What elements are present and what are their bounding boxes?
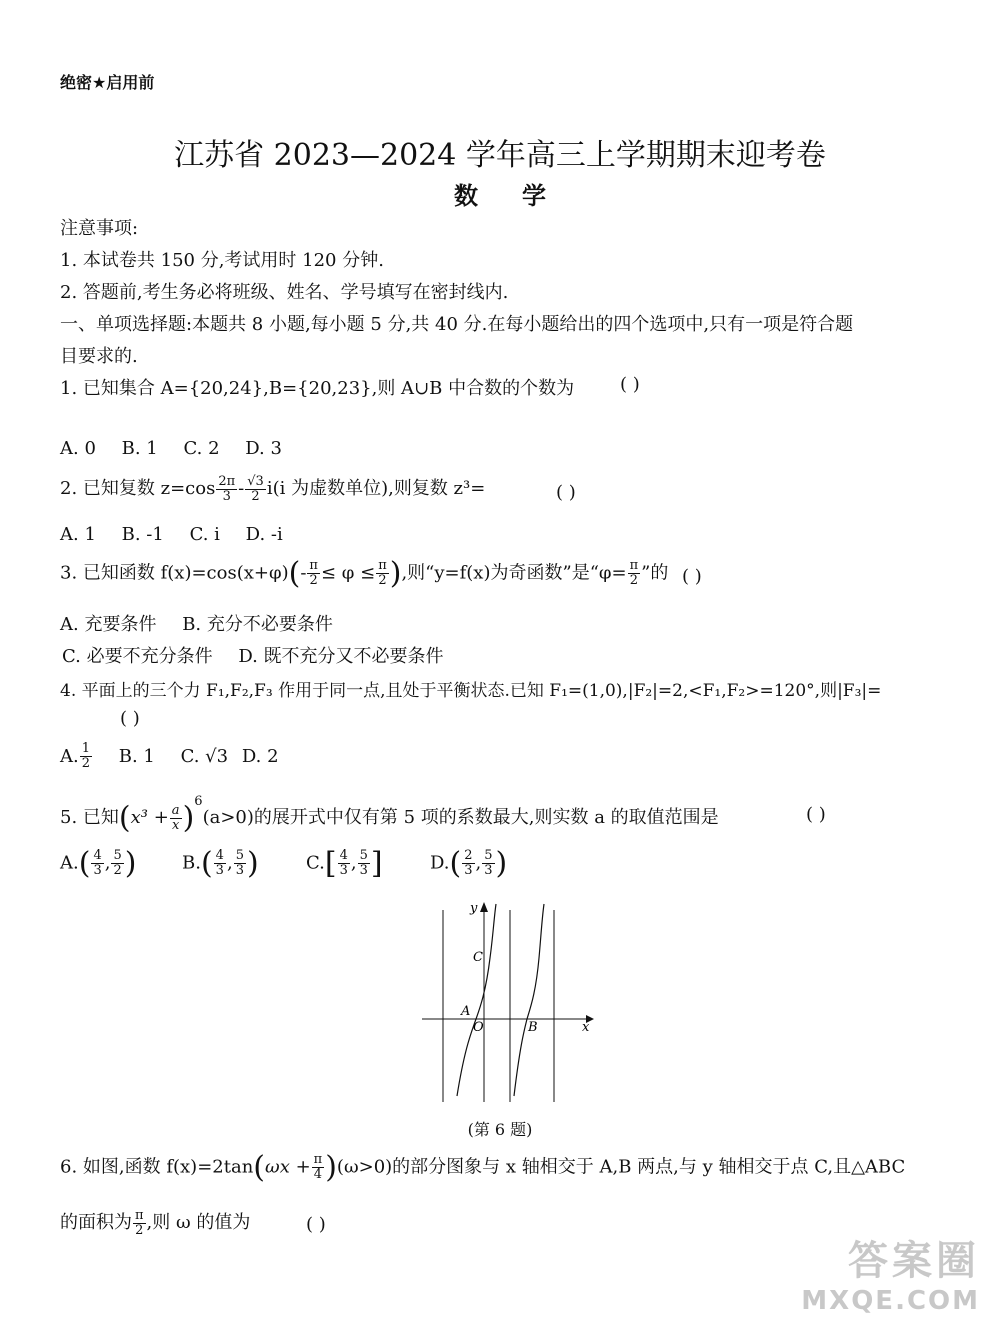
q3-ineq: ≤ φ ≤ — [320, 562, 376, 584]
exponent: 6 — [194, 794, 203, 809]
question-5-stem — [60, 794, 719, 836]
q5-prefix: 5. 已知 — [60, 807, 119, 828]
option-b: B. 1 — [121, 438, 158, 459]
y-axis-arrow — [480, 902, 488, 912]
question-2-options — [60, 524, 303, 545]
option-a: A. 充要条件 — [60, 614, 157, 635]
figure-caption: (第 6 题) — [467, 1120, 533, 1139]
paren-right: ) — [325, 1150, 337, 1185]
q5-suffix: (a>0)的展开式中仅有第 5 项的系数最大,则实数 a 的取值范围是 — [202, 807, 719, 828]
y-axis-label: y — [470, 901, 478, 916]
option-d: D. 3 — [245, 438, 282, 459]
fraction: $\frac{\pi}{2}$ — [378, 558, 387, 588]
answer-paren: ( ) — [682, 566, 702, 587]
point-c-label: C — [473, 950, 483, 965]
q3-mid: ,则“y=f(x)为奇函数”是“φ= — [401, 562, 627, 584]
option-d: D. -i — [245, 524, 283, 545]
section-instructions: 一、单项选择题:本题共 8 小题,每小题 5 分,共 40 分.在每小题给出的四个选项中,只有一项是符合题 — [60, 314, 854, 335]
question-4-stem: 4. 平面上的三个力 F₁,F₂,F₃ 作用于同一点,且处于平衡状态.已知 F₁=(1,0),|F₂|=2,<F₁,F₂>=120°,则|F₃|= — [60, 681, 882, 701]
q3-neg: - — [300, 562, 307, 584]
watermark-logo: 答案圈 MXQE.COM — [801, 1238, 980, 1316]
point-a-label: A — [461, 1004, 471, 1019]
question-3-stem — [60, 556, 668, 591]
tangent-graph-figure — [420, 896, 600, 1106]
q3-suffix: ”的 — [641, 562, 669, 584]
x-axis-label: x — [582, 1020, 590, 1035]
question-3-options-row1 — [60, 610, 353, 636]
answer-paren: ( ) — [620, 374, 640, 395]
paren-left: ( — [253, 1150, 266, 1185]
question-1-stem: 1. 已知集合 A={20,24},B={20,23},则 A∪B 中合数的个数为 — [60, 378, 575, 399]
paren-left: ( — [118, 800, 131, 836]
q5-option-c: C.[ $\frac{4}{3}$ , $\frac{5}{3}$ ] — [306, 846, 383, 881]
option-d: D. 既不充分又不必要条件 — [238, 646, 444, 667]
option-b: B. -1 — [121, 524, 164, 545]
option-a: A. 0 — [60, 438, 96, 459]
q6-line2-prefix: 的面积为 — [60, 1212, 132, 1233]
note-item: 2. 答题前,考生务必将班级、姓名、学号填写在密封线内. — [60, 282, 509, 303]
origin-label: O — [473, 1020, 484, 1035]
question-1-options — [60, 438, 302, 459]
tangent-branch — [514, 904, 544, 1096]
answer-paren: ( ) — [306, 1214, 326, 1235]
confidential-label: 绝密★启用前 — [60, 73, 155, 92]
q6-line2-suffix: ,则 ω 的值为 — [146, 1212, 251, 1233]
answer-paren: ( ) — [556, 482, 576, 503]
q6-suffix: (ω>0)的部分图象与 x 轴相交于 A,B 两点,与 y 轴相交于点 C,且△ABC — [336, 1156, 906, 1178]
fraction: $\frac{\pi}{2}$ — [629, 558, 639, 588]
section-instructions-cont: 目要求的. — [60, 346, 138, 367]
option-c: C. 必要不充分条件 — [62, 646, 213, 667]
fraction: $\frac{\pi}{2}$ — [135, 1207, 144, 1238]
option-d: D. 2 — [241, 745, 279, 767]
q2-minus: - — [238, 478, 245, 499]
fraction: $\frac{a}{x}$ — [171, 802, 180, 833]
q6-omega-x: ωx + — [265, 1156, 311, 1178]
question-4-options — [60, 742, 279, 771]
note-item: 1. 本试卷共 150 分,考试用时 120 分钟. — [60, 250, 384, 271]
question-6-stem — [60, 1150, 905, 1185]
subject-title: 数学 — [454, 182, 590, 210]
option-c: C. 2 — [183, 438, 220, 459]
fraction: $\frac{2\pi}{3}$ — [218, 473, 236, 504]
paren-right: ) — [389, 556, 402, 591]
notes-heading: 注意事项: — [60, 218, 139, 239]
fraction: $\frac{√3}{2}$ — [247, 473, 264, 504]
q2-suffix: i(i 为虚数单位),则复数 z³= — [266, 478, 486, 499]
question-6-stem-cont — [60, 1208, 250, 1238]
option-b: B. 1 — [118, 745, 155, 767]
question-3-options-row2 — [62, 642, 464, 668]
exam-title: 江苏省 2023—2024 学年高三上学期期末迎考卷 — [174, 138, 826, 173]
option-b: B. 充分不必要条件 — [182, 614, 333, 635]
q5-xcube: x³ + — [130, 807, 169, 828]
q5-option-a: A.( $\frac{4}{3}$ , $\frac{5}{2}$ ) — [60, 846, 137, 881]
option-c: C. i — [189, 524, 220, 545]
paren-left: ( — [288, 556, 301, 591]
q5-option-d: D.( $\frac{2}{3}$ , $\frac{5}{3}$ ) — [430, 846, 508, 881]
fraction: $\frac{\pi}{4}$ — [313, 1152, 323, 1182]
answer-paren: ( ) — [806, 804, 826, 825]
q3-prefix: 3. 已知函数 f(x)=cos(x+φ) — [60, 562, 289, 584]
question-2-stem — [60, 474, 485, 504]
q6-prefix: 6. 如图,函数 f(x)=2tan — [60, 1156, 254, 1178]
q5-option-b: B.( $\frac{4}{3}$ , $\frac{5}{3}$ ) — [182, 846, 259, 881]
option-a: A. 1 — [60, 524, 96, 545]
point-b-label: B — [528, 1020, 538, 1035]
option-c: C. √3 — [180, 745, 229, 767]
tangent-branch — [457, 904, 496, 1096]
fraction: $\frac{\pi}{2}$ — [309, 558, 318, 588]
answer-paren: ( ) — [120, 708, 140, 729]
option-a: A. $\frac{1}{2}$ — [60, 741, 91, 771]
q2-prefix: 2. 已知复数 z=cos — [60, 478, 216, 499]
paren-right: ) — [182, 800, 195, 836]
